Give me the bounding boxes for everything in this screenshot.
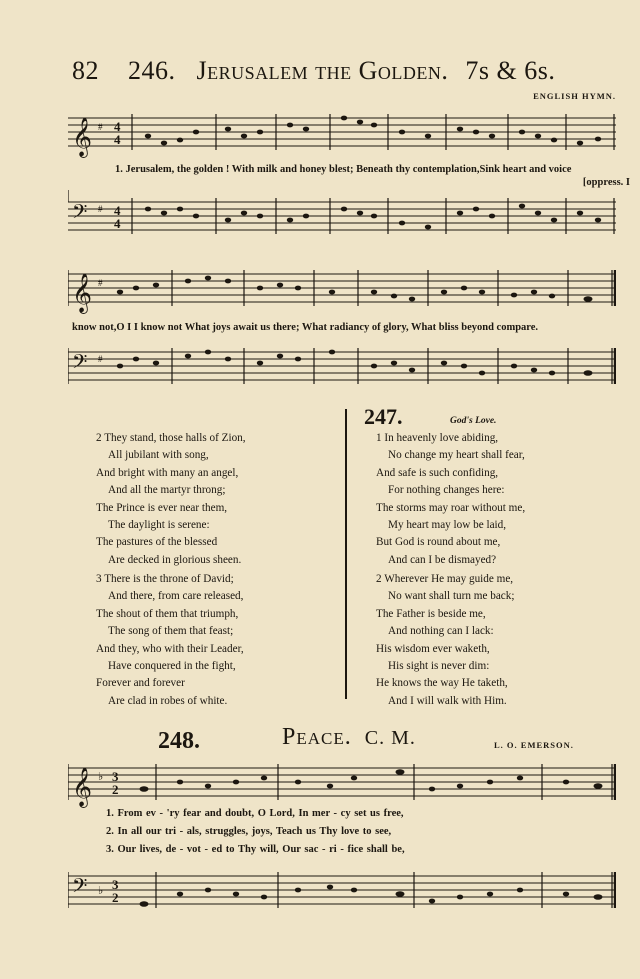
- verse-line: His wisdom ever waketh,: [376, 642, 490, 655]
- verse-line: All jubilant with song,: [108, 449, 209, 462]
- svg-text:𝄞: 𝄞: [72, 273, 93, 313]
- hymn-248-meter: C. M.: [364, 727, 416, 749]
- lyric-line-1-continuation: [oppress. I: [582, 177, 630, 188]
- verse-line: But God is round about me,: [376, 536, 501, 549]
- music-staff-treble-1: [68, 106, 616, 166]
- verse-line: He knows the way He taketh,: [376, 677, 508, 690]
- stanza-247-2: [376, 571, 514, 710]
- hymn-247-subtitle: God's Love.: [450, 416, 497, 426]
- svg-text:2: 2: [112, 890, 119, 905]
- verse-line: The song of them that feast;: [108, 625, 234, 638]
- verse-line: Are decked in glorious sheen.: [108, 553, 242, 566]
- music-staff-treble-3: [68, 758, 616, 814]
- verse-line: His sight is never dim:: [388, 660, 490, 673]
- svg-text:#: #: [98, 278, 103, 288]
- lyric-248-verse-2: 2. In all our tri - als, struggles, joys, Teach us Thy love to see,: [106, 826, 392, 837]
- verse-line: The daylight is serene:: [108, 519, 210, 532]
- page-header: [72, 56, 555, 86]
- hymn-247-number: 247.: [364, 404, 403, 429]
- verse-line: And there, from care released,: [108, 590, 244, 603]
- verse-line: No want shall turn me back;: [388, 590, 515, 603]
- verse-line: 3 There is the throne of David;: [96, 573, 234, 585]
- lyric-248-verse-1: 1. From ev - 'ry fear and doubt, O Lord, In mer - cy set us free,: [106, 808, 404, 819]
- hymn-248-composer: L. O. EMERSON.: [494, 740, 574, 750]
- lyric-line-1: 1. Jerusalem, the golden ! With milk and honey blest; Beneath thy contemplation,Sink heart and voice: [115, 164, 572, 175]
- verse-line: The Prince is ever near them,: [96, 501, 228, 514]
- svg-text:♭: ♭: [98, 771, 104, 783]
- svg-text:4: 4: [114, 216, 121, 231]
- verse-line: The pastures of the blessed: [96, 536, 218, 549]
- verse-line: Have conquered in the fight,: [108, 660, 236, 673]
- verse-line: No change my heart shall fear,: [388, 449, 525, 462]
- music-staff-treble-2: [68, 262, 616, 322]
- hymn-248-title-text: Peace.: [282, 724, 352, 750]
- stanza-246-2: [96, 430, 246, 569]
- music-staff-bass-2: [68, 340, 616, 400]
- verse-line: 1 In heavenly love abiding,: [376, 432, 499, 444]
- verse-line: My heart may low be laid,: [388, 519, 507, 532]
- svg-text:#: #: [98, 122, 103, 132]
- verse-line: And bright with many an angel,: [96, 466, 239, 479]
- svg-text:𝄢: 𝄢: [72, 350, 88, 378]
- composer-credit: ENGLISH HYMN.: [533, 91, 616, 101]
- stanza-247-1: [376, 430, 525, 569]
- verse-line: And all the martyr throng;: [108, 484, 226, 497]
- hymn-248-title: [282, 724, 416, 751]
- verse-line: And safe is such confiding,: [376, 466, 499, 479]
- svg-text:4: 4: [114, 132, 121, 147]
- svg-text:𝄞: 𝄞: [72, 117, 93, 157]
- lyric-248-verse-3: 3. Our lives, de - vot - ed to Thy will, Our sac - ri - fice shall be,: [106, 844, 405, 855]
- verse-line: Are clad in robes of white.: [108, 694, 228, 707]
- svg-text:4: 4: [114, 119, 121, 134]
- verse-line: 2 Wherever He may guide me,: [376, 573, 514, 585]
- svg-text:3: 3: [112, 877, 119, 892]
- svg-text:#: #: [98, 354, 103, 364]
- svg-text:𝄢: 𝄢: [72, 200, 88, 228]
- hymn-title: Jerusalem the Golden.: [196, 56, 449, 85]
- lyric-line-2: know not,O I I know not What joys await us there; What radiancy of glory, What bliss beyond compare.: [72, 322, 539, 333]
- svg-text:♭: ♭: [98, 885, 104, 897]
- svg-text:#: #: [98, 204, 103, 214]
- hymn-248-number: 248.: [158, 728, 200, 754]
- column-divider: [345, 409, 347, 699]
- verse-line: The Father is beside me,: [376, 607, 486, 620]
- svg-text:𝄢: 𝄢: [72, 874, 88, 902]
- verse-line: And nothing can I lack:: [388, 625, 494, 638]
- stanza-246-3: [96, 571, 244, 710]
- svg-text:3: 3: [112, 769, 119, 784]
- verse-line: And can I be dismayed?: [388, 553, 497, 566]
- svg-text:2: 2: [112, 782, 119, 797]
- svg-text:4: 4: [114, 203, 121, 218]
- music-staff-bass-1: [68, 190, 616, 250]
- verse-line: For nothing changes here:: [388, 484, 505, 497]
- verse-line: Forever and forever: [96, 677, 185, 690]
- music-staff-bass-3: [68, 864, 616, 924]
- verse-line: The shout of them that triumph,: [96, 607, 239, 620]
- verse-line: The storms may roar without me,: [376, 501, 526, 514]
- verse-line: 2 They stand, those halls of Zion,: [96, 432, 246, 444]
- svg-text:𝄞: 𝄞: [72, 767, 93, 807]
- hymn-meter: 7s & 6s.: [465, 56, 556, 85]
- hymn-number: 246.: [128, 56, 176, 85]
- verse-line: And I will walk with Him.: [388, 694, 507, 707]
- verse-line: And they, who with their Leader,: [96, 642, 244, 655]
- page-number: 82: [72, 56, 99, 85]
